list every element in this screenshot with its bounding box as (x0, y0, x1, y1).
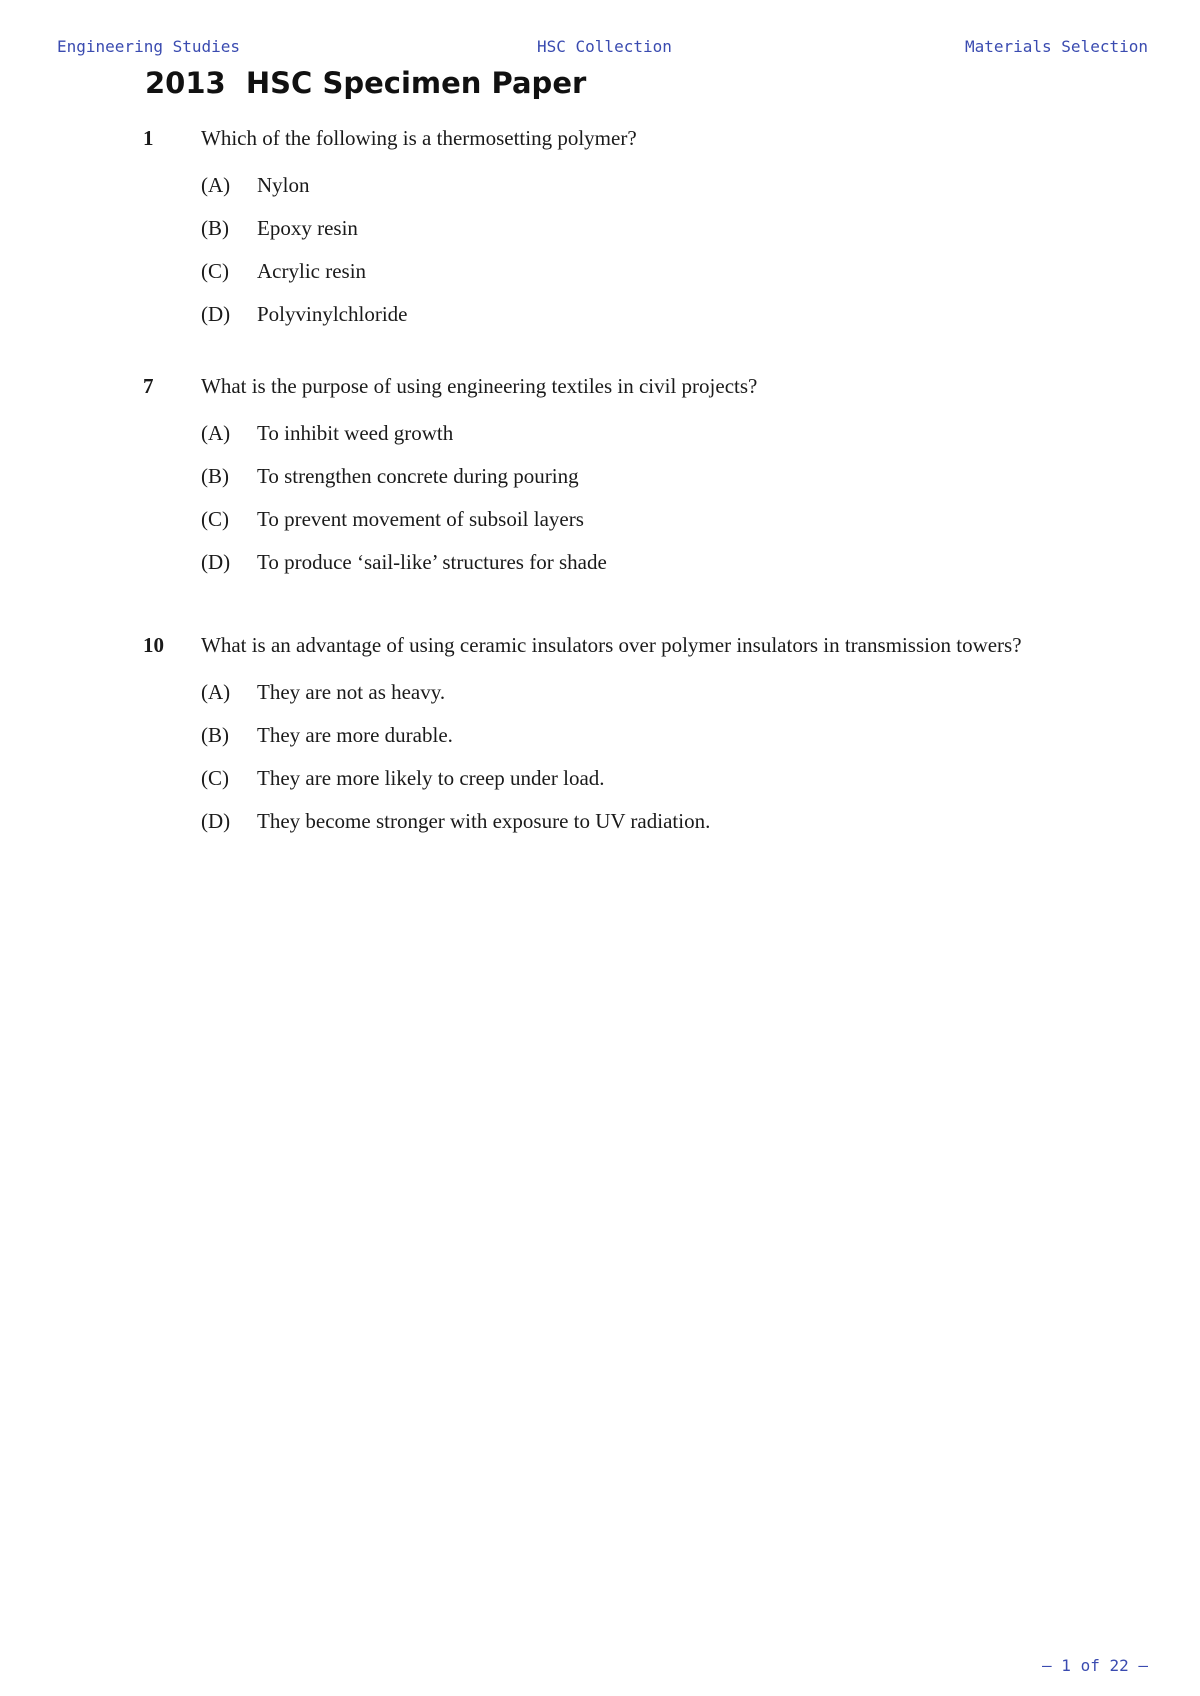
option-text: Epoxy resin (257, 216, 358, 240)
option-c[interactable] (201, 505, 1103, 548)
page-number: – 1 of 22 – (1042, 1656, 1148, 1675)
question-7 (143, 372, 1103, 591)
option-letter: (D) (201, 550, 231, 574)
option-letter: (A) (201, 680, 231, 704)
option-d[interactable] (201, 807, 1103, 850)
option-a[interactable] (201, 171, 1103, 214)
header-topic: Materials Selection (964, 37, 1148, 56)
option-letter: (A) (201, 173, 231, 197)
option-a[interactable] (201, 419, 1103, 462)
option-b[interactable] (201, 721, 1103, 764)
option-list (201, 419, 1103, 591)
option-a[interactable] (201, 678, 1103, 721)
option-letter: (D) (201, 302, 231, 326)
header-collection: HSC Collection (537, 37, 672, 56)
option-text: To prevent movement of subsoil layers (257, 507, 584, 531)
option-letter: (C) (201, 507, 229, 531)
question-stem: What is the purpose of using engineering textiles in civil projects? (201, 374, 758, 398)
option-c[interactable] (201, 764, 1103, 807)
question-number: 10 (143, 633, 164, 657)
option-text: They become stronger with exposure to UV radiation. (257, 809, 711, 833)
option-letter: (C) (201, 766, 229, 790)
option-letter: (B) (201, 216, 229, 240)
option-text: To strengthen concrete during pouring (257, 464, 579, 488)
option-text: To produce ‘sail-like’ structures for shade (257, 550, 607, 574)
option-text: To inhibit weed growth (257, 421, 454, 445)
question-stem: Which of the following is a thermosetting polymer? (201, 126, 637, 150)
option-text: Polyvinylchloride (257, 302, 408, 326)
question-10 (143, 631, 1103, 850)
option-d[interactable] (201, 548, 1103, 591)
question-stem: What is an advantage of using ceramic insulators over polymer insulators in transmission towers? (201, 633, 1022, 657)
question-number: 7 (143, 374, 154, 398)
option-d[interactable] (201, 300, 1103, 343)
question-number: 1 (143, 126, 154, 150)
running-header (57, 37, 1148, 59)
option-letter: (D) (201, 809, 231, 833)
option-c[interactable] (201, 257, 1103, 300)
option-b[interactable] (201, 214, 1103, 257)
option-list (201, 171, 1103, 343)
option-letter: (B) (201, 723, 229, 747)
option-list (201, 678, 1103, 850)
option-text: They are not as heavy. (257, 680, 446, 704)
option-letter: (A) (201, 421, 231, 445)
option-text: Nylon (257, 173, 310, 197)
question-1 (143, 124, 1103, 343)
option-text: They are more likely to creep under load. (257, 766, 605, 790)
option-text: They are more durable. (257, 723, 453, 747)
option-letter: (B) (201, 464, 229, 488)
option-text: Acrylic resin (257, 259, 367, 283)
page-title: 2013 HSC Specimen Paper (145, 66, 587, 100)
option-b[interactable] (201, 462, 1103, 505)
option-letter: (C) (201, 259, 229, 283)
header-subject: Engineering Studies (57, 37, 241, 56)
